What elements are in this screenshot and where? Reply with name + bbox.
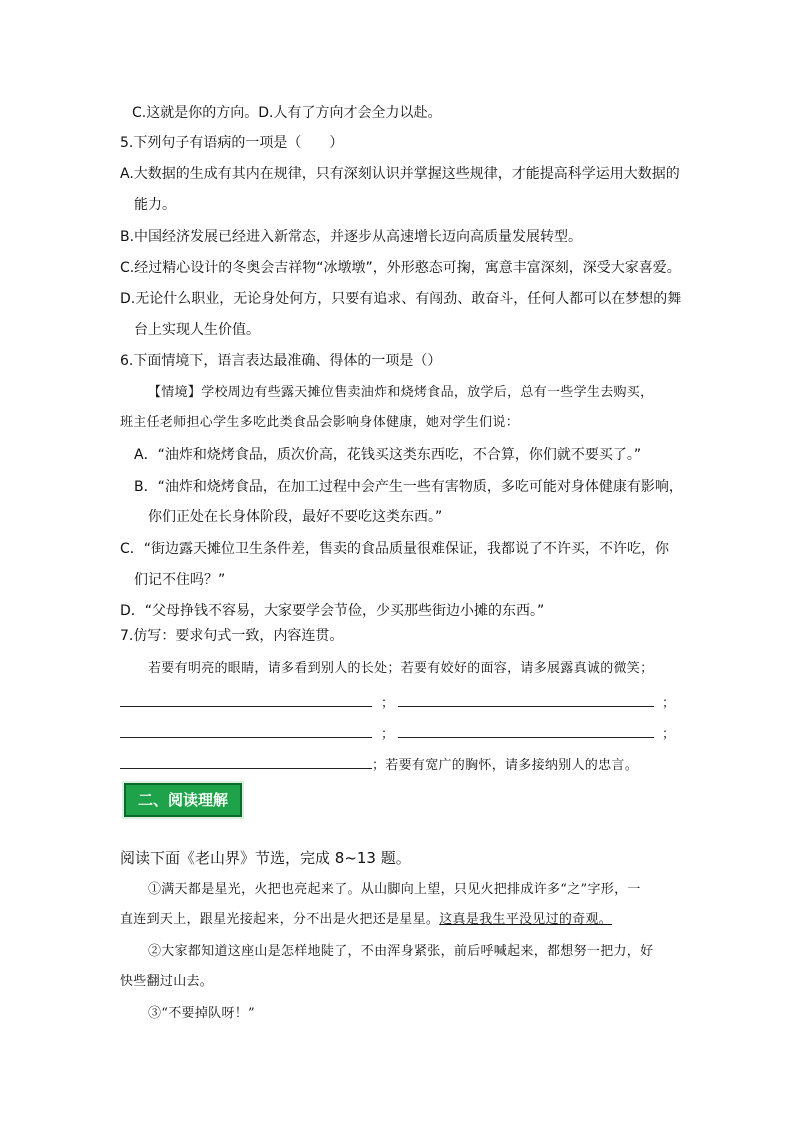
q7-blank-3[interactable] (120, 737, 372, 738)
q6-scenario-line1: 【情境】学校周边有些露天摊位售卖油炸和烧烤食品，放学后，总有一些学生去购买， (148, 385, 654, 400)
q7-semicolon-2: ； (662, 696, 676, 711)
q6-stem: 6.下面情境下，语言表达最准确、得体的一项是（） (120, 353, 442, 369)
reading-para1-text: 直连到天上，跟星光接起来，分不出是火把还是星星。 (120, 912, 440, 927)
section-banner-reading: 二、阅读理解 (124, 783, 242, 817)
q7-blank-5[interactable] (120, 768, 372, 769)
reading-para1-underlined-sentence: 这真是我生平没见过的奇观。 (439, 912, 613, 927)
q6-option-c-line2: 们记不住吗？” (134, 572, 226, 588)
reading-para3: ③“不要掉队呀！” (148, 1006, 255, 1021)
q5-stem: 5.下列句子有语病的一项是（ ） (120, 135, 344, 151)
q6-option-b-line2: 你们正处在长身体阶段，最好不要吃这类东西。” (148, 509, 443, 525)
q5-option-d-line1: D.无论什么职业，无论身处何方，只要有追求、有闯劲、敢奋斗，任何人都可以在梦想的舞 (120, 291, 682, 307)
q5-option-c: C.经过精心设计的冬奥会吉祥物“冰墩墩”，外形憨态可掬，寓意丰富深刻，深受大家喜爱。 (120, 260, 681, 276)
q6-option-a: A．“油炸和烧烤食品，质次价高，花钱买这类东西吃，不合算，你们就不要买了。” (134, 447, 642, 463)
q7-semicolon-4: ； (662, 727, 676, 742)
q6-scenario-line2: 班主任老师担心学生多吃此类食品会影响身体健康，她对学生们说： (120, 415, 520, 430)
reading-para1-line1: ①满天都是星光，火把也亮起来了。从山脚向上望，只见火把排成许多“之”字形，一 (148, 882, 641, 897)
q5-option-a-line1: A.大数据的生成有其内在规律，只有深刻认识并掌握这些规律，才能提高科学运用大数据的 (120, 166, 680, 182)
reading-para2-line1: ②大家都知道这座山是怎样地陡了，不由浑身紧张，前后呼喊起来，都想努一把力，好 (148, 944, 654, 959)
q7-blank-1[interactable] (120, 706, 372, 707)
reading-para2-line2: 快些翻过山去。 (120, 974, 214, 989)
reading-para1-line2 (120, 911, 612, 929)
q7-semicolon-1: ； (381, 696, 395, 711)
q6-option-b-line1: B．“油炸和烧烤食品，在加工过程中会产生一些有害物质，多吃可能对身体健康有影响， (134, 479, 683, 495)
q7-blank-4[interactable] (398, 737, 654, 738)
reading-intro: 阅读下面《老山界》节选，完成 8~13 题。 (120, 849, 411, 867)
q5-option-a-line2: 能力。 (134, 197, 176, 213)
q5-option-d-line2: 台上实现人生价值。 (134, 322, 260, 338)
q7-blank-2[interactable] (398, 706, 654, 707)
q7-semicolon-3: ； (381, 727, 395, 742)
q7-ending: ；若要有宽广的胸怀，请多接纳别人的忠言。 (372, 758, 639, 773)
q6-option-c-line1: C．“街边露天摊位卫生条件差，售卖的食品质量很难保证，我都说了不许买，不许吃，你 (120, 541, 670, 557)
q6-option-d: D．“父母挣钱不容易，大家要学会节俭，少买那些街边小摊的东西。” (120, 603, 545, 619)
q7-example: 若要有明亮的眼睛，请多看到别人的长处；若要有姣好的面容，请多展露真诚的微笑； (148, 661, 654, 676)
q7-stem: 7.仿写：要求句式一致，内容连贯。 (120, 628, 344, 644)
q5-option-b: B.中国经济发展已经进入新常态，并逐步从高速增长迈向高质量发展转型。 (120, 229, 583, 245)
q4-options-cd: C.这就是你的方向。D.人有了方向才会全力以赴。 (132, 105, 442, 121)
